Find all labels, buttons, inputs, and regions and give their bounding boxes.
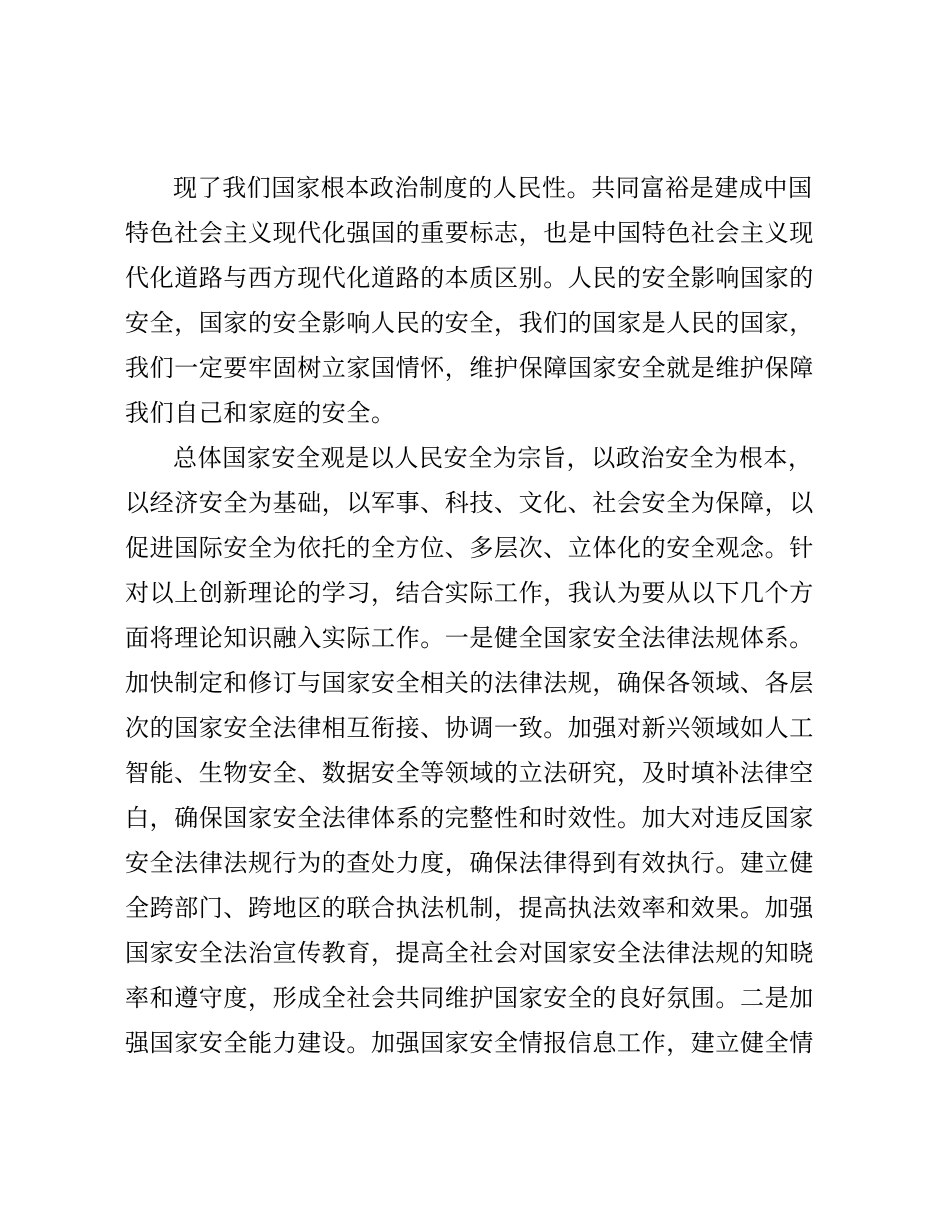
text-line: 我们自己和家庭的安全。 bbox=[125, 399, 396, 427]
text-line: 以经济安全为基础，以军事、科技、文化、社会安全为保障，以 bbox=[125, 489, 814, 517]
paragraph-1 bbox=[125, 166, 845, 436]
text-line: 强国家安全能力建设。加强国家安全情报信息工作，建立健全情 bbox=[125, 1029, 814, 1057]
text-line: 总体国家安全观是以人民安全为宗旨，以政治安全为根本， bbox=[173, 444, 813, 472]
text-line: 安全法律法规行为的查处力度，确保法律得到有效执行。建立健 bbox=[125, 849, 814, 877]
text-line: 加快制定和修订与国家安全相关的法律法规，确保各领域、各层 bbox=[125, 669, 814, 697]
text-line: 白，确保国家安全法律体系的完整性和时效性。加大对违反国家 bbox=[125, 804, 814, 832]
text-line: 智能、生物安全、数据安全等领域的立法研究，及时填补法律空 bbox=[125, 759, 814, 787]
text-line: 现了我们国家根本政治制度的人民性。共同富裕是建成中国 bbox=[173, 174, 813, 202]
text-line: 代化道路与西方现代化道路的本质区别。人民的安全影响国家的 bbox=[125, 264, 814, 292]
text-line: 全跨部门、跨地区的联合执法机制，提高执法效率和效果。加强 bbox=[125, 894, 814, 922]
text-line: 国家安全法治宣传教育，提高全社会对国家安全法律法规的知晓 bbox=[125, 939, 814, 967]
text-line: 面将理论知识融入实际工作。一是健全国家安全法律法规体系。 bbox=[125, 624, 814, 652]
text-line: 安全，国家的安全影响人民的安全，我们的国家是人民的国家， bbox=[125, 309, 814, 337]
text-line: 次的国家安全法律相互衔接、协调一致。加强对新兴领域如人工 bbox=[125, 714, 814, 742]
text-line: 对以上创新理论的学习，结合实际工作，我认为要从以下几个方 bbox=[125, 579, 814, 607]
text-line: 特色社会主义现代化强国的重要标志，也是中国特色社会主义现 bbox=[125, 219, 814, 247]
text-line: 促进国际安全为依托的全方位、多层次、立体化的安全观念。针 bbox=[125, 534, 814, 562]
text-line: 率和遵守度，形成全社会共同维护国家安全的良好氛围。二是加 bbox=[125, 984, 814, 1012]
body-text bbox=[125, 166, 845, 1066]
text-line: 我们一定要牢固树立家国情怀，维护保障国家安全就是维护保障 bbox=[125, 354, 814, 382]
paragraph-2 bbox=[125, 436, 845, 1066]
